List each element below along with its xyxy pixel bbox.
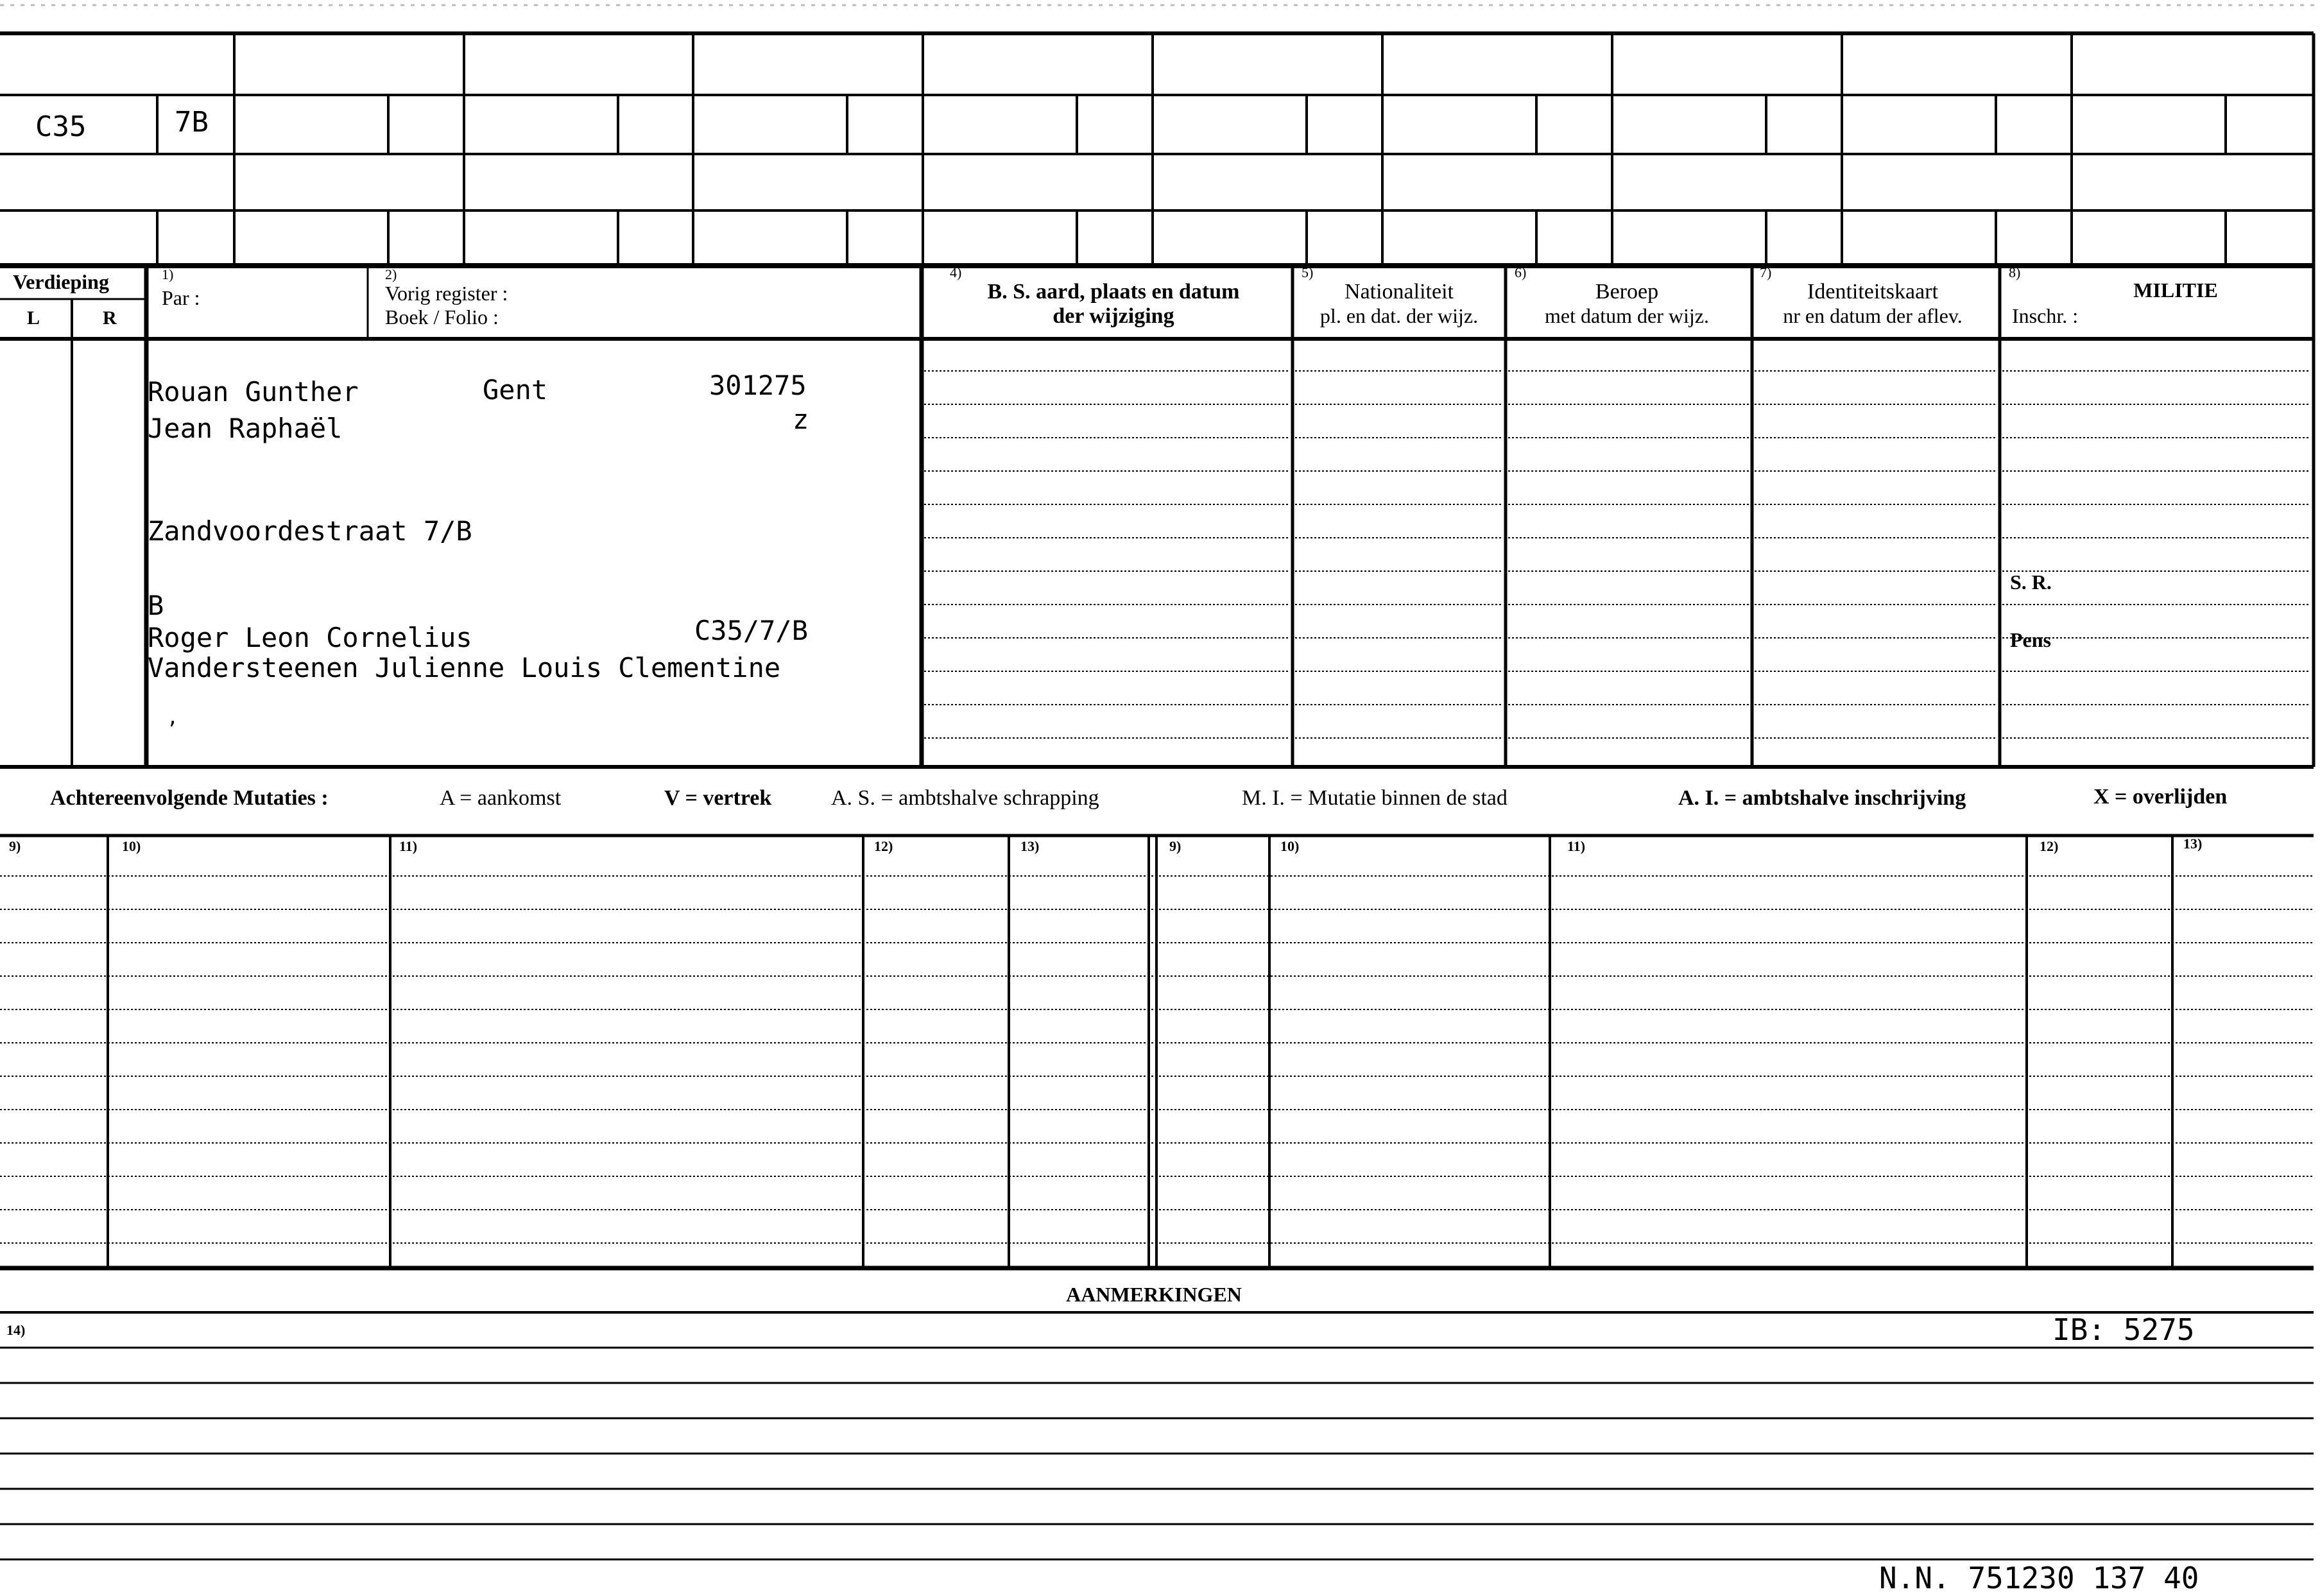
- id-header-2: nr en datum der aflev.: [1783, 304, 1963, 327]
- beroep-header-2: met datum der wijz.: [1545, 304, 1709, 327]
- ib-number: IB: 5275: [2052, 1312, 2195, 1347]
- sr-label: S. R.: [2010, 571, 2052, 594]
- field-num-2: 2): [385, 266, 397, 282]
- verdieping-right: R: [103, 307, 117, 329]
- field-num-14: 14): [6, 1322, 26, 1338]
- legend-schrapping: A. S. = ambtshalve schrapping: [831, 786, 1099, 810]
- sex-text: z: [793, 404, 809, 435]
- bs-header-2: der wijziging: [1053, 304, 1174, 328]
- col-9-right: 9): [1169, 838, 1181, 854]
- col-11-left: 11): [399, 838, 418, 854]
- mutaties-title: Achtereenvolgende Mutaties :: [50, 786, 329, 810]
- verdieping-left: L: [27, 307, 40, 329]
- address-text: Zandvoordestraat 7/B: [148, 515, 472, 547]
- index-code-2: 7B: [175, 106, 209, 139]
- par-label: Par :: [162, 286, 200, 309]
- id-header-1: Identiteitskaart: [1807, 280, 1938, 304]
- nationality-text: B: [148, 590, 164, 621]
- col-10-right: 10): [1280, 838, 1300, 854]
- field-num-7: 7): [1760, 264, 1772, 280]
- birth-date-text: 301275: [709, 370, 807, 401]
- boek-folio-label: Boek / Folio :: [385, 305, 499, 329]
- nat-header-2: pl. en dat. der wijz.: [1319, 304, 1479, 327]
- pens-label: Pens: [2010, 628, 2051, 651]
- legend-inschrijving: A. I. = ambtshalve inschrijving: [1678, 786, 1966, 810]
- field-num-4: 4): [950, 264, 962, 280]
- field-num-6: 6): [1515, 264, 1527, 280]
- verdieping-label: Verdieping: [13, 270, 109, 293]
- col-12-right: 12): [2040, 838, 2059, 854]
- col-13-right: 13): [2183, 836, 2203, 852]
- bs-header-1: B. S. aard, plaats en datum: [987, 280, 1240, 304]
- first-names-text: Jean Raphaël: [148, 413, 343, 444]
- reference-text: C35/7/B: [694, 615, 809, 646]
- col-9-left: 9): [9, 838, 21, 854]
- mother-text: Vandersteenen Julienne Louis Clementine: [148, 652, 781, 683]
- father-text: Roger Leon Cornelius: [148, 622, 472, 653]
- surname-text: Rouan Gunther: [148, 376, 359, 408]
- militie-header: MILITIE: [2133, 279, 2218, 302]
- inschr-label: Inschr. :: [2012, 304, 2079, 327]
- col-13-left: 13): [1020, 838, 1040, 854]
- index-code-1: C35: [35, 110, 87, 143]
- col-10-left: 10): [122, 838, 141, 854]
- birth-place-text: Gent: [483, 374, 548, 406]
- aanmerkingen-title: AANMERKINGEN: [1066, 1283, 1242, 1306]
- stray-mark: ,: [167, 707, 179, 729]
- nat-header-1: Nationaliteit: [1345, 280, 1454, 304]
- legend-vertrek: V = vertrek: [664, 786, 772, 810]
- field-num-5: 5): [1302, 264, 1314, 280]
- legend-aankomst: A = aankomst: [440, 786, 562, 810]
- legend-overlijden: X = overlijden: [2093, 785, 2228, 809]
- col-12-left: 12): [874, 838, 893, 854]
- legend-mutatie: M. I. = Mutatie binnen de stad: [1242, 786, 1508, 810]
- beroep-header-1: Beroep: [1595, 280, 1659, 304]
- field-num-8: 8): [2009, 264, 2021, 280]
- nn-number: N.N. 751230 137 40: [1879, 1561, 2199, 1595]
- col-11-right: 11): [1567, 838, 1586, 854]
- field-num-1: 1): [162, 266, 174, 282]
- vorig-register-label: Vorig register :: [385, 282, 508, 305]
